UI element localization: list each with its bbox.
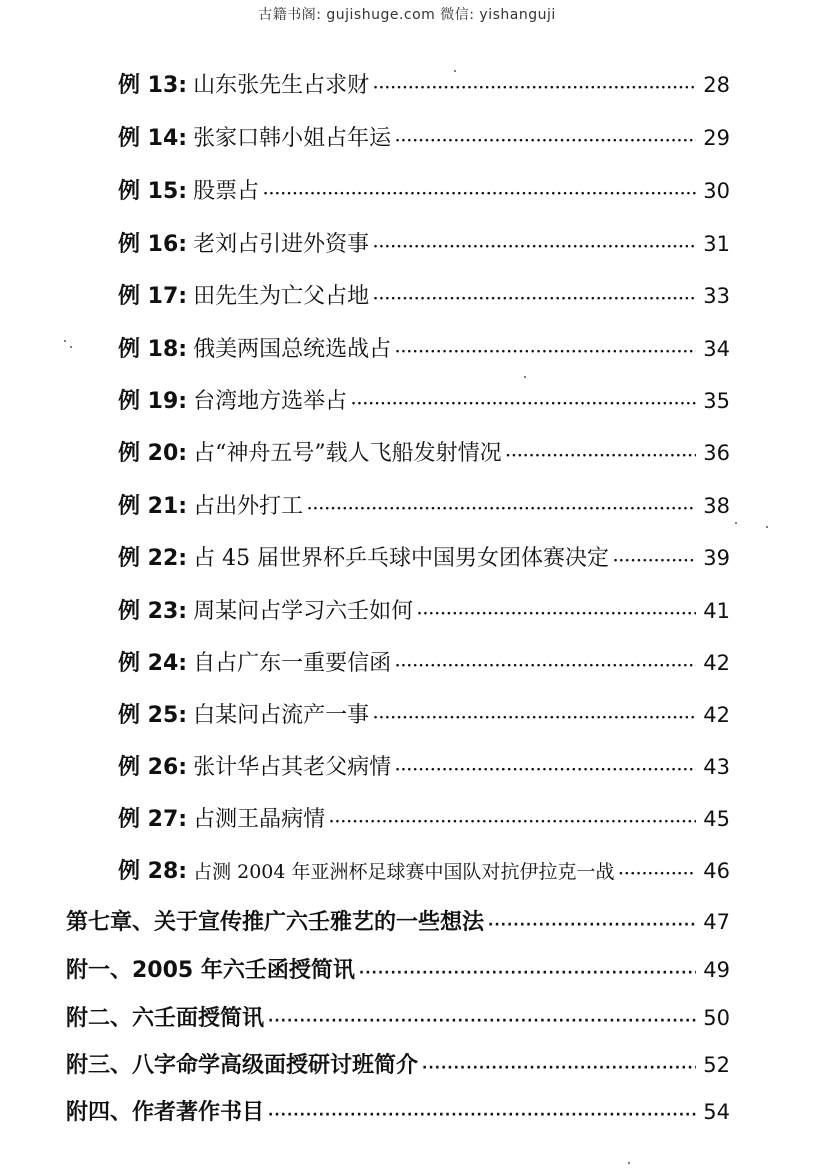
- entry-page: 46: [703, 859, 730, 883]
- entry-page: 33: [703, 284, 730, 308]
- entry-label: 例 25:: [118, 703, 188, 728]
- scan-speck: [70, 346, 72, 348]
- toc-entry[interactable]: [118, 229, 730, 262]
- entry-title: 张计华占其老父病情: [193, 755, 392, 780]
- entry-page: 29: [703, 126, 730, 150]
- toc-entry[interactable]: [118, 123, 730, 156]
- scan-speck: [766, 526, 768, 528]
- dot-leader: [619, 859, 696, 889]
- entry-page: 43: [703, 755, 730, 779]
- dot-leader: [263, 179, 696, 209]
- entry-page: 28: [703, 73, 730, 97]
- entry-title: 占出外打工: [193, 494, 304, 519]
- chapter-page: 47: [703, 910, 730, 934]
- chapter-title: 附一、2005 年六壬函授简讯: [66, 958, 355, 983]
- scan-speck: [524, 376, 526, 378]
- dot-leader: [373, 73, 696, 103]
- entry-page: 45: [703, 807, 730, 831]
- dot-leader: [395, 651, 696, 681]
- entry-page: 38: [703, 494, 730, 518]
- entry-label: 例 21:: [118, 494, 188, 519]
- entry-label: 例 15:: [118, 179, 188, 204]
- entry-title: 占测 2004 年亚洲杯足球赛中国队对抗伊拉克一战: [193, 861, 615, 883]
- entry-page: 41: [703, 599, 730, 623]
- chapter-title: 第七章、关于宣传推广六壬雅艺的一些想法: [66, 910, 485, 935]
- chapter-title: 附二、六壬面授简讯: [66, 1006, 265, 1031]
- toc-chapter[interactable]: [66, 907, 730, 940]
- dot-leader: [268, 1006, 696, 1036]
- toc-chapter[interactable]: [66, 1050, 730, 1083]
- dot-leader: [613, 546, 696, 576]
- toc-chapter[interactable]: [66, 955, 730, 988]
- entry-label: 例 24:: [118, 651, 188, 676]
- dot-leader: [329, 807, 696, 837]
- chapter-title: 附四、作者著作书目: [66, 1100, 265, 1125]
- toc-entry[interactable]: [118, 334, 730, 367]
- entry-page: 42: [703, 703, 730, 727]
- toc-entry[interactable]: [118, 700, 730, 733]
- toc-entry[interactable]: [118, 856, 730, 889]
- entry-page: 31: [703, 232, 730, 256]
- toc-entry[interactable]: [118, 543, 730, 576]
- dot-leader: [417, 599, 696, 629]
- entry-label: 例 22:: [118, 546, 188, 571]
- entry-title: 股票占: [193, 179, 260, 204]
- entry-label: 例 26:: [118, 755, 188, 780]
- dot-leader: [395, 755, 696, 785]
- entry-title: 白某问占流产一事: [193, 703, 370, 728]
- entry-page: 39: [703, 546, 730, 570]
- scan-speck: [628, 1162, 630, 1164]
- entry-label: 例 14:: [118, 126, 188, 151]
- entry-page: 35: [703, 389, 730, 413]
- entry-title: 自占广东一重要信函: [193, 651, 392, 676]
- dot-leader: [395, 337, 696, 367]
- chapter-page: 49: [703, 958, 730, 982]
- chapter-page: 54: [703, 1100, 730, 1124]
- toc-entry[interactable]: [118, 752, 730, 785]
- dot-leader: [373, 284, 696, 314]
- entry-title: 周某问占学习六壬如何: [193, 599, 414, 624]
- entry-title: 田先生为亡父占地: [193, 284, 370, 309]
- entry-label: 例 16:: [118, 232, 188, 257]
- toc-entry[interactable]: [118, 70, 730, 103]
- dot-leader: [373, 703, 696, 733]
- entry-label: 例 20:: [118, 441, 188, 466]
- toc-chapter[interactable]: [66, 1003, 730, 1036]
- entry-title: 山东张先生占求财: [193, 73, 370, 98]
- dot-leader: [359, 958, 696, 988]
- entry-title: 俄美两国总统选战占: [193, 337, 392, 362]
- toc-entry[interactable]: [118, 596, 730, 629]
- dot-leader: [395, 126, 696, 156]
- chapter-page: 50: [703, 1006, 730, 1030]
- toc-entry[interactable]: [118, 491, 730, 524]
- toc-entry[interactable]: [118, 386, 730, 419]
- entry-title: 占测王晶病情: [193, 807, 326, 832]
- toc-chapter[interactable]: [66, 1097, 730, 1130]
- entry-label: 例 23:: [118, 599, 188, 624]
- dot-leader: [488, 910, 696, 940]
- entry-title: 占 45 届世界杯乒乓球中国男女团体赛决定: [193, 546, 610, 571]
- entry-page: 36: [703, 441, 730, 465]
- toc-entry[interactable]: [118, 648, 730, 681]
- chapter-page: 52: [703, 1053, 730, 1077]
- watermark-text: 古籍书阁: gujishuge.com 微信: yishanguji: [258, 7, 556, 23]
- dot-leader: [422, 1053, 696, 1083]
- entry-title: 占“神舟五号”载人飞船发射情况: [193, 441, 502, 466]
- dot-leader: [307, 494, 696, 524]
- dot-leader: [373, 232, 696, 262]
- toc-entry[interactable]: [118, 176, 730, 209]
- dot-leader: [351, 389, 696, 419]
- entry-title: 张家口韩小姐占年运: [193, 126, 392, 151]
- dot-leader: [268, 1100, 696, 1130]
- entry-label: 例 19:: [118, 389, 188, 414]
- dot-leader: [506, 441, 696, 471]
- entry-title: 台湾地方选举占: [193, 389, 348, 414]
- scan-speck: [454, 70, 456, 72]
- entry-page: 30: [703, 179, 730, 203]
- toc-entry[interactable]: [118, 804, 730, 837]
- entry-label: 例 18:: [118, 337, 188, 362]
- entry-label: 例 27:: [118, 807, 188, 832]
- chapter-title: 附三、八字命学高级面授研讨班简介: [66, 1053, 419, 1078]
- entry-page: 42: [703, 651, 730, 675]
- scan-speck: [64, 340, 66, 342]
- entry-title: 老刘占引进外资事: [193, 232, 370, 257]
- entry-label: 例 13:: [118, 73, 188, 98]
- entry-label: 例 17:: [118, 284, 188, 309]
- scan-speck: [735, 522, 737, 524]
- entry-label: 例 28:: [118, 859, 188, 884]
- entry-page: 34: [703, 337, 730, 361]
- toc-entry[interactable]: [118, 438, 730, 471]
- toc-entry[interactable]: [118, 281, 730, 314]
